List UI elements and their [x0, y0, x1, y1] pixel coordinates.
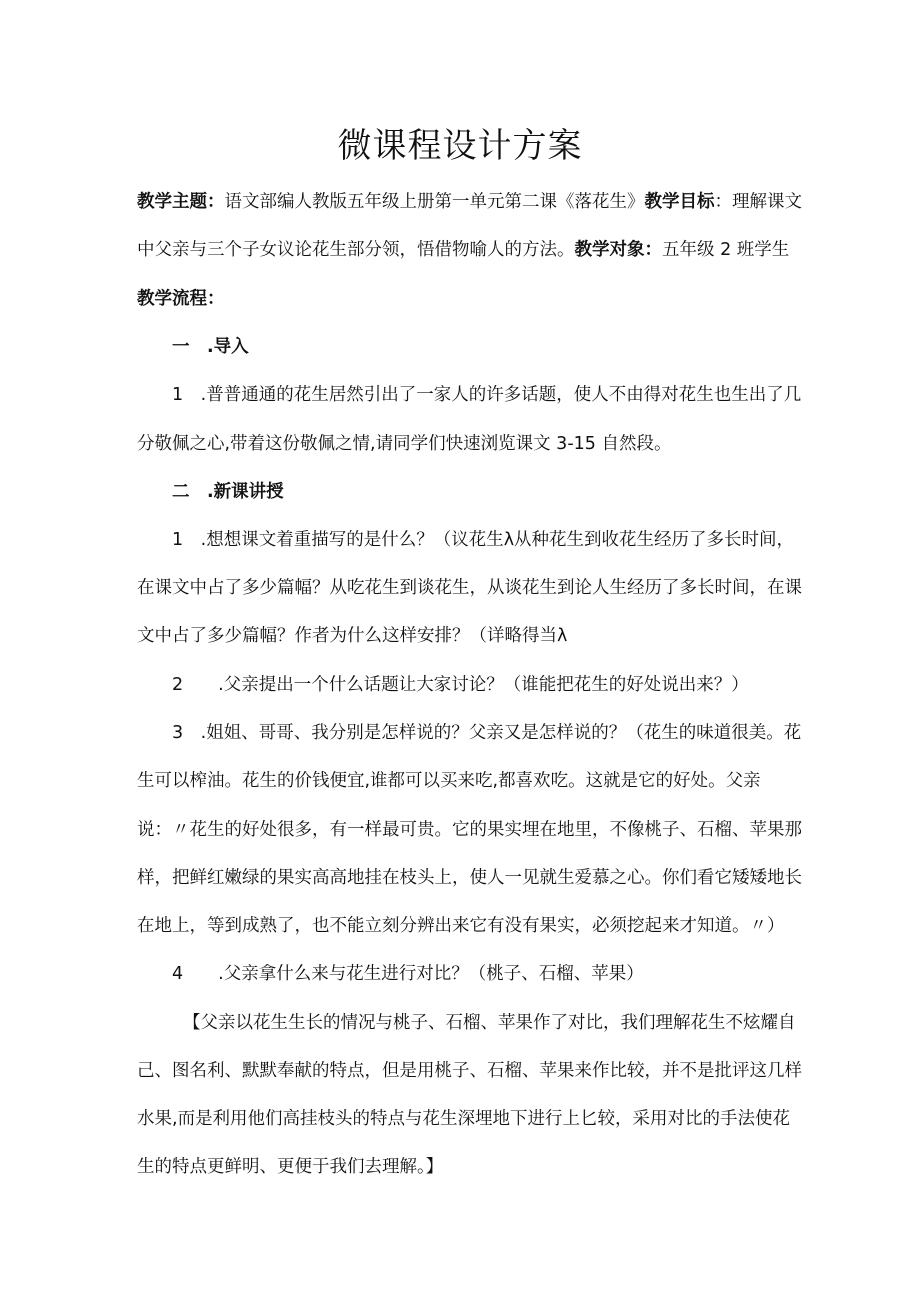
intro-line-1	[137, 188, 802, 216]
s2-item3-line1: 3 .姐姐、哥哥、我分别是怎样说的？父亲又是怎样说的？（花生的味道很美。花	[172, 723, 802, 743]
theme-label: 教学主题：	[137, 192, 225, 212]
s2-item4-line1: 4 .父亲拿什么来与花生进行对比？（桃子、石榴、苹果）	[172, 964, 644, 984]
s2-item3-line2: 生可以榨油。花生的价钱便宜,谁都可以买来吃,都喜欢吃。这就是它的好处。父亲	[137, 771, 761, 791]
note-line-3: 水果,而是利用他们高挂枝头的特点与花生深埋地下进行上匕较，采用对比的手法使花	[137, 1109, 791, 1129]
section-heading-intro-text: 一 .导入	[172, 337, 249, 357]
s2-item2-line1: 2 .父亲提出一个什么话题让大家讨论？（谁能把花生的好处说出来？）	[172, 675, 749, 695]
goal-label: 教学目标	[644, 192, 715, 212]
target-text: 五年级 2 班学生	[662, 240, 790, 260]
section-heading-new-lesson	[172, 478, 284, 506]
intro-line-2	[137, 236, 789, 264]
theme-text: 语文部编人教版五年级上册第一单元第二课《落花生》	[224, 192, 645, 212]
s2-item1-line2: 在课文中占了多少篇幅？从吃花生到谈花生，从谈花生到论人生经历了多长时间，在课	[137, 578, 802, 598]
page-title: 微课程设计方案	[337, 126, 583, 166]
target-label: 教学对象：	[574, 240, 662, 260]
s2-item3-line5: 在地上，等到成熟了，也不能立刻分辨出来它有没有果实，必须挖起来才知道。〃）	[137, 916, 785, 936]
section-heading-new-lesson-text: 二 .新课讲授	[172, 482, 284, 502]
section-heading-intro	[172, 333, 249, 361]
note-line-1: 【父亲以花生生长的情况与桃子、石榴、苹果作了对比，我们理解花生不炫耀自	[183, 1013, 796, 1033]
s2-item3-line3: 说：〃花生的好处很多，有一样最可贵。它的果实埋在地里，不像桃子、石榴、苹果那	[137, 820, 802, 840]
goal-text: ：理解课文	[714, 192, 802, 212]
s1-item1-line2: 分敬佩之心,带着这份敬佩之情,请同学们快速浏览课文 3-15 自然段。	[137, 434, 672, 454]
flow-label	[137, 285, 225, 313]
goal-text-cont: 中父亲与三个子女议论花生部分领，悟借物喻人的方法。	[137, 240, 575, 260]
s2-item1-line3: 文中占了多少篇幅？作者为什么这样安排？（详略得当λ	[137, 626, 568, 646]
s1-item1-line1: 1 .普普通通的花生居然引出了一家人的许多话题，使人不由得对花生也生出了几	[172, 385, 802, 405]
s2-item3-line4: 样，把鲜红嫩绿的果实高高地挂在枝头上，使人一见就生爱慕之心。你们看它矮矮地长	[137, 868, 802, 888]
flow-label-text: 教学流程：	[137, 289, 225, 309]
note-line-4: 生的特点更鲜明、更便于我们去理解。】	[137, 1157, 444, 1177]
note-line-2: 己、图名利、默默奉献的特点，但是用桃子、石榴、苹果来作比较，并不是批评这几样	[137, 1061, 802, 1081]
s2-item1-line1: 1 .想想课文着重描写的是什么？（议花生λ从种花生到收花生经历了多长时间，	[172, 530, 795, 550]
